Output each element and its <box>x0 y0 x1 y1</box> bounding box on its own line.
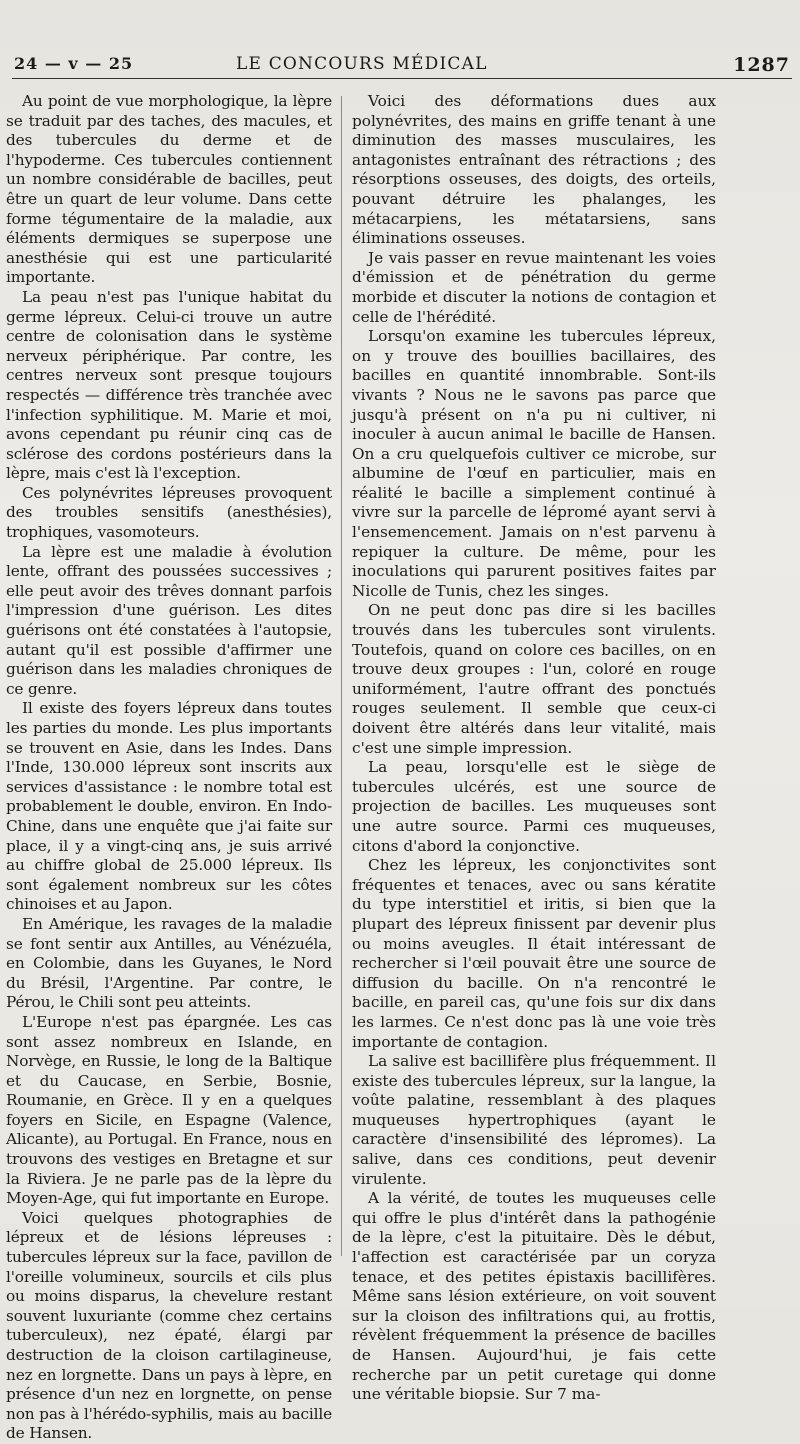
paragraph: Voici quelques photographies de lépreux et de lésions lépreuses : tubercules lépreux sur la face, pavillon de l'oreille volumineux, sourcils et cils plus ou moins disparus, la chevelure restant souvent luxuriante (comme chez certains tuberculeux), nez épaté, élargi par destruction de la cloison cartilagineuse, nez en lorgnette. Dans un pays à lèpre, en présence d'un nez en lorgnette, on pense non pas à l'hérédo-syphilis, mais au bacille de Hansen. <box>6 1208 332 1443</box>
paragraph: Il existe des foyers lépreux dans toutes les parties du monde. Les plus importants se trouvent en Asie, dans les Indes. Dans l'Inde, 130.000 lépreux sont inscrits aux services d'assistance : le nombre total est probablement le double, environ. En Indo-Chine, dans une enquête que j'ai faite sur place, il y a vingt-cinq ans, je suis arrivé au chiffre global de 25.000 lépreux. Ils sont également nombreux sur les côtes chinoises et au Japon. <box>6 699 332 914</box>
column-divider <box>341 96 342 1256</box>
paragraph: En Amérique, les ravages de la maladie se font sentir aux Antilles, au Vénézuéla, en Colombie, dans les Guyanes, le Nord du Brésil, l'Argentine. Par contre, le Pérou, le Chili sont peu atteints. <box>6 914 332 1012</box>
right-column <box>352 92 716 1405</box>
paragraph: Je vais passer en revue maintenant les voies d'émission et de pénétration du germe morbide et discuter la notions de contagion et celle de l'hérédité. <box>352 248 716 326</box>
paragraph: Au point de vue morphologique, la lèpre se traduit par des taches, des macules, et des tubercules du derme et de l'hypoderme. Ces tubercules contiennent un nombre considérable de bacilles, peut être un quart de leur volume. Dans cette forme tégumentaire de la maladie, aux éléments dermiques se superpose une anesthésie qui est une particularité importante. <box>6 92 332 287</box>
left-column <box>6 92 332 1444</box>
paragraph: Voici des déformations dues aux polynévrites, des mains en griffe tenant à une diminution des masses musculaires, les antagonistes entraînant des rétractions ; des résorptions osseuses, des doigts, des orteils, pouvant détruire les phalanges, les métacarpiens, les métatarsiens, sans éliminations osseuses. <box>352 92 716 248</box>
paragraph: A la vérité, de toutes les muqueuses celle qui offre le plus d'intérêt dans la pathogénie de la lèpre, c'est la pituitaire. Dès le début, l'affection est caractérisée par un coryza tenace, et des petites épistaxis bacillifères. Même sans lésion extérieure, on voit souvent sur la cloison des infiltrations qui, au frottis, révèlent fréquemment la présence de bacilles de Hansen. Aujourd'hui, je fais cette recherche par un petit curetage qui donne une véritable biopsie. Sur 7 ma- <box>352 1189 716 1404</box>
page-header <box>14 48 790 78</box>
page-number: 1287 <box>733 54 790 76</box>
paragraph: On ne peut donc pas dire si les bacilles trouvés dans les tubercules sont virulents. Toutefois, quand on colore ces bacilles, on en trouve deux groupes : l'un, coloré en rouge uniformément, l'autre offrant des ponctués rouges seulement. Il semble que ceux-ci doivent être altérés dans leur vitalité, mais c'est une simple impression. <box>352 601 716 757</box>
paragraph: Ces polynévrites lépreuses provoquent des troubles sensitifs (anesthésies), trophiques, vasomoteurs. <box>6 483 332 542</box>
paragraph: L'Europe n'est pas épargnée. Les cas sont assez nombreux en Islande, en Norvège, en Russie, le long de la Baltique et du Caucase, en Serbie, Bosnie, Roumanie, en Grèce. Il y en a quelques foyers en Sicile, en Espagne (Valence, Alicante), au Portugal. En France, nous en trouvons des vestiges en Bretagne et sur la Riviera. Je ne parle pas de la lèpre du Moyen-Age, qui fut importante en Europe. <box>6 1012 332 1208</box>
paragraph: La peau, lorsqu'elle est le siège de tubercules ulcérés, est une source de projection de bacilles. Les muqueuses sont une autre source. Parmi ces muqueuses, citons d'abord la conjonctive. <box>352 758 716 855</box>
paragraph: Chez les lépreux, les conjonctivites sont fréquentes et tenaces, avec ou sans kératite du type interstitiel et iritis, si bien que la plupart des lépreux finissent par devenir plus ou moins aveugles. Il était intéressant de rechercher si l'œil pouvait être une source de diffusion du bacille. On n'a rencontré le bacille, en pareil cas, qu'une fois sur dix dans les larmes. Ce n'est donc pas là une voie très importante de contagion. <box>352 856 716 1051</box>
paragraph: Lorsqu'on examine les tubercules lépreux, on y trouve des bouillies bacillaires, des bacilles en quantité innombrable. Sont-ils vivants ? Nous ne le savons pas parce que jusqu'à présent on n'a pu ni cultiver, ni inoculer à aucun animal le bacille de Hansen. On a cru quelquefois cultiver ce microbe, sur albumine de l'œuf en particulier, mais en réalité le bacille a simplement continué à vivre sur la parcelle de lépromé ayant servi à l'ensemencement. Jamais on n'est parvenu à repiquer la culture. De même, pour les inoculations qui parurent positives faites par Nicolle de Tunis, chez les singes. <box>352 327 716 600</box>
paragraph: La salive est bacillifère plus fréquemment. Il existe des tubercules lépreux, sur la langue, la voûte palatine, ressemblant à des plaques muqueuses hypertrophiques (ayant le caractère d'insensibilité des lépromes). La salive, dans ces conditions, peut devenir virulente. <box>352 1052 716 1188</box>
paragraph: La peau n'est pas l'unique habitat du germe lépreux. Celui-ci trouve un autre centre de colonisation dans le système nerveux périphérique. Par contre, les centres nerveux sont presque toujours respectés — différence très tranchée avec l'infection syphilitique. M. Marie et moi, avons cependant pu réunir cinq cas de sclérose des cordons postérieurs dans la lèpre, mais c'est là l'exception. <box>6 287 332 483</box>
journal-title: LE CONCOURS MÉDICAL <box>236 54 488 74</box>
header-rule <box>12 78 792 79</box>
paragraph: La lèpre est une maladie à évolution lente, offrant des poussées successives ; elle peut avoir des trêves donnant parfois l'impression d'une guérison. Les dites guérisons ont été constatées à l'autopsie, autant qu'il est possible d'affirmer une guérison dans les maladies chroniques de ce genre. <box>6 542 332 698</box>
issue-date: 24 — v — 25 <box>14 54 134 73</box>
